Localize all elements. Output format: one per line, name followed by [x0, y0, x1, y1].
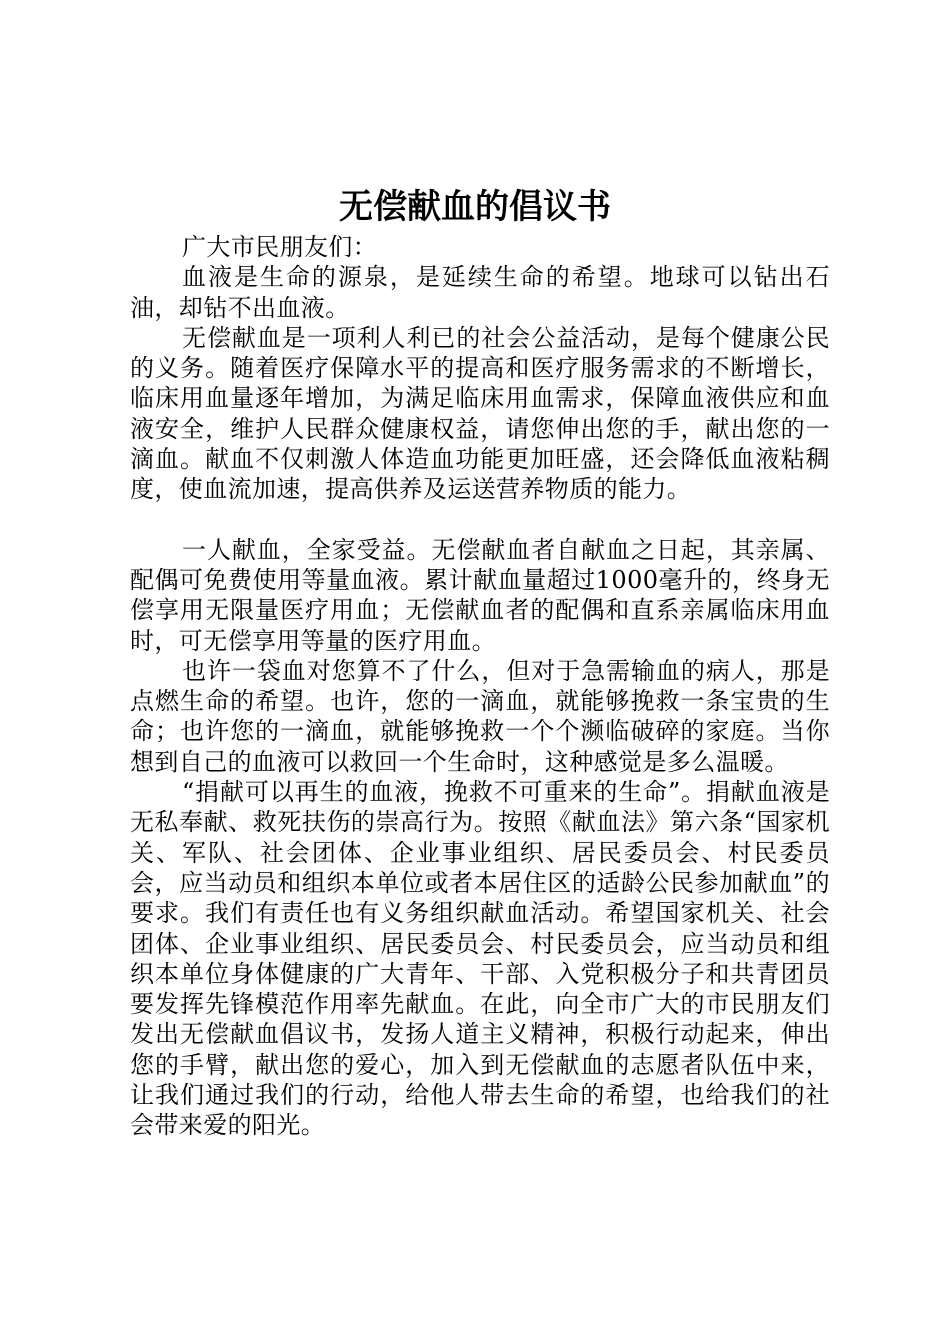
paragraph-2: 无偿献血是一项利人利已的社会公益活动，是每个健康公民的义务。随着医疗保障水平的提高和医疗服务需求的不断增长，临床用血量逐年增加，为满足临床用血需求，保障血液供应和血液安全，维护人民群众健康权益，请您伸出您的手，献出您的一滴血。献血不仅刺激人体造血功能更加旺盛，还会降低血液粘稠度，使血流加速，提高供养及运送营养物质的能力。 — [130, 323, 830, 504]
paragraph-1: 血液是生命的源泉，是延续生命的希望。地球可以钻出石油，却钻不出血液。 — [130, 263, 830, 322]
salutation: 广大市民朋友们： — [182, 233, 378, 261]
paragraph-4: 也许一袋血对您算不了什么，但对于急需输血的病人，那是点燃生命的希望。也许，您的一滴血，就能够挽救一条宝贵的生命；也许您的一滴血，就能够挽救一个个濒临破碎的家庭。当你想到自己的血液可以救回一个生命时，这种感觉是多么温暖。 — [130, 656, 830, 776]
document-title: 无偿献血的倡议书 — [339, 187, 611, 227]
document-body — [130, 232, 830, 1141]
paragraph-3: 一人献血，全家受益。无偿献血者自献血之日起，其亲属、配偶可免费使用等量血液。累计献血量超过1000毫升的，终身无偿享用无限量医疗用血；无偿献血者的配偶和直系亲属临床用血时，可无偿享用等量的医疗用血。 — [130, 535, 830, 655]
paragraph-5: “捐献可以再生的血液，挽救不可重来的生命”。捐献血液是无私奉献、救死扶伤的崇高行为。按照《献血法》第六条“国家机关、军队、社会团体、企业事业组织、居民委员会、村民委员会，应当动员和组织本单位或者本居住区的适龄公民参加献血”的要求。我们有责任也有义务组织献血活动。希望国家机关、社会团体、企业事业组织、居民委员会、村民委员会，应当动员和组织本单位身体健康的广大青年、干部、入党积极分子和共青团员要发挥先锋模范作用率先献血。在此，向全市广大的市民朋友们发出无偿献血倡议书，发扬人道主义精神，积极行动起来，伸出您的手臂，献出您的爱心，加入到无偿献血的志愿者队伍中来，让我们通过我们的行动，给他人带去生命的希望，也给我们的社会带来爱的阳光。 — [130, 778, 830, 1140]
